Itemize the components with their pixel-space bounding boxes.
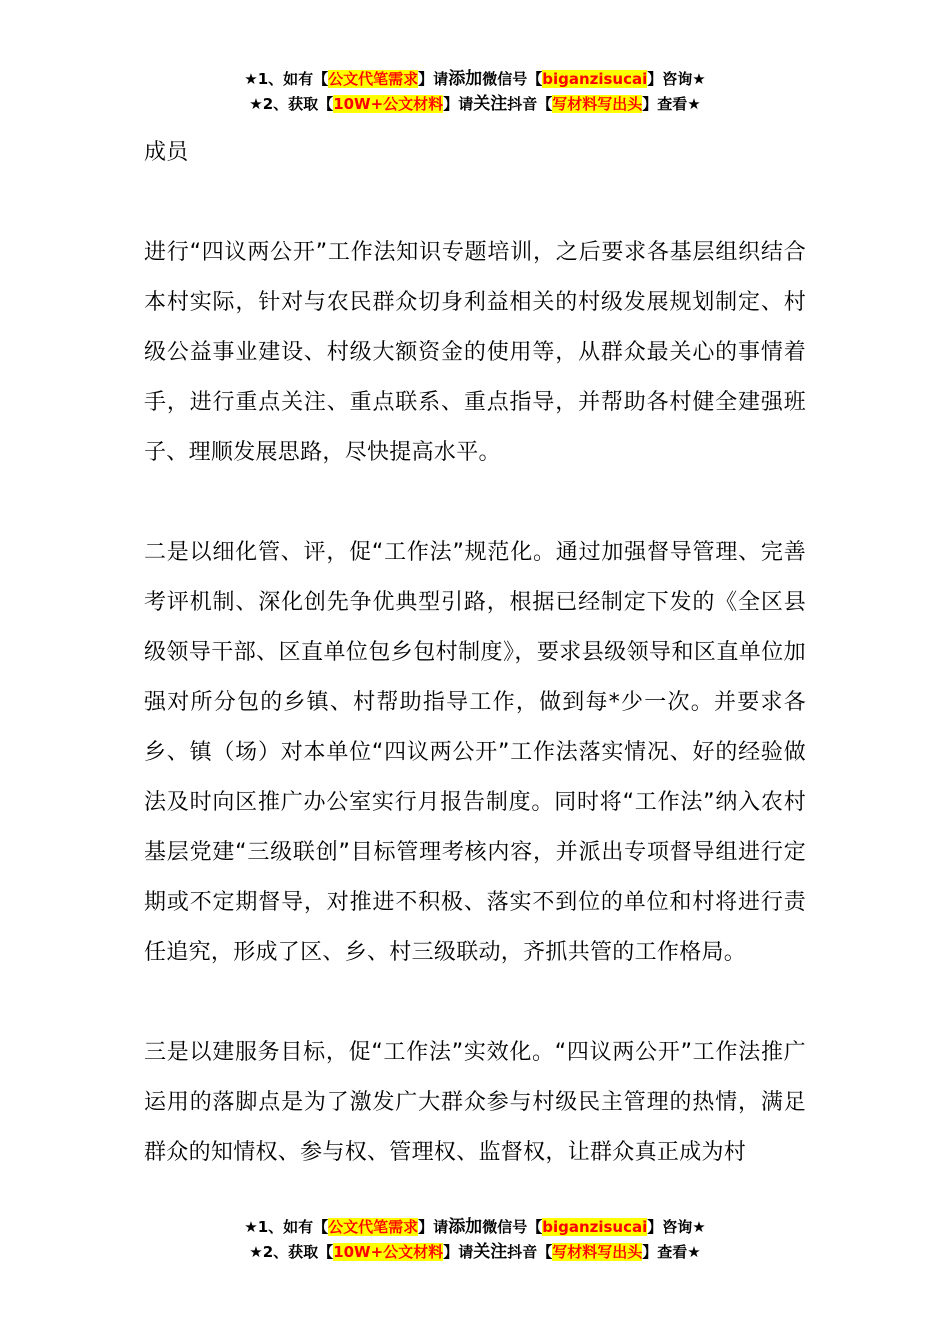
banner-highlight: 写材料写出头 [552,1243,643,1261]
banner-line-1 [0,67,950,92]
banner-highlight: 公文代笔需求 [328,1218,419,1236]
paragraph-1: 进行“四议两公开”工作法知识专题培训，之后要求各基层组织结合本村实际，针对与农民群众切身利益相关的村级发展规划制定、村级公益事业建设、村级大额资金的使用等，从群众最关心的事情着手，进行重点关注、重点联系、重点指导，并帮助各村健全建强班子、理顺发展思路，尽快提高水平。 [144,240,806,465]
banner-text: 微信号【 [482,1218,543,1236]
banner-text: 抖音【 [507,1243,553,1261]
banner-emphasis: 添加 [448,1217,483,1237]
banner-highlight: biganzisucai [542,1218,648,1236]
banner-text: 】请 [418,70,449,88]
banner-text: 】查看★ [642,1243,701,1261]
document-body [144,128,806,1178]
banner-text: 】请 [418,1218,449,1236]
banner-text: 】请 [443,1243,474,1261]
banner-highlight: 写材料写出头 [552,95,643,113]
banner-text: ★2、获取【 [249,1243,334,1261]
banner-text: 抖音【 [507,95,553,113]
banner-highlight: 10W+公文材料 [333,95,444,113]
banner-text: ★1、如有【 [244,70,329,88]
banner-text: 】请 [443,95,474,113]
top-banner [0,67,950,117]
banner-text: ★2、获取【 [249,95,334,113]
banner-line-2 [0,92,950,117]
banner-text: ★1、如有【 [244,1218,329,1236]
banner-highlight: 公文代笔需求 [328,70,419,88]
banner-line-1 [0,1215,950,1240]
banner-highlight: biganzisucai [542,70,648,88]
banner-text: 微信号【 [482,70,543,88]
bottom-banner [0,1215,950,1265]
banner-highlight: 10W+公文材料 [333,1243,444,1261]
banner-text: 】查看★ [642,95,701,113]
paragraph-2: 二是以细化管、评，促“工作法”规范化。通过加强督导管理、完善考评机制、深化创先争优典型引路，根据已经制定下发的《全区县级领导干部、区直单位包乡包村制度》，要求县级领导和区直单位加强对所分包的乡镇、村帮助指导工作，做到每*少一次。并要求各乡、镇（场）对本单位“四议两公开”工作法落实情况、好的经验做法及时向区推广办公室实行月报告制度。同时将“工作法”纳入农村基层党建“三级联创”目标管理考核内容，并派出专项督导组进行定期或不定期督导，对推进不积极、落实不到位的单位和村将进行责任追究，形成了区、乡、村三级联动，齐抓共管的工作格局。 [144,540,806,965]
banner-emphasis: 关注 [473,94,508,114]
banner-emphasis: 添加 [448,69,483,89]
paragraph-0: 成员 [144,140,189,165]
banner-text: 】咨询★ [647,1218,706,1236]
banner-emphasis: 关注 [473,1242,508,1262]
banner-text: 】咨询★ [647,70,706,88]
paragraph-3: 三是以建服务目标，促“工作法”实效化。“四议两公开”工作法推广运用的落脚点是为了激发广大群众参与村级民主管理的热情，满足群众的知情权、参与权、管理权、监督权，让群众真正成为村 [144,1040,806,1165]
banner-line-2 [0,1240,950,1265]
